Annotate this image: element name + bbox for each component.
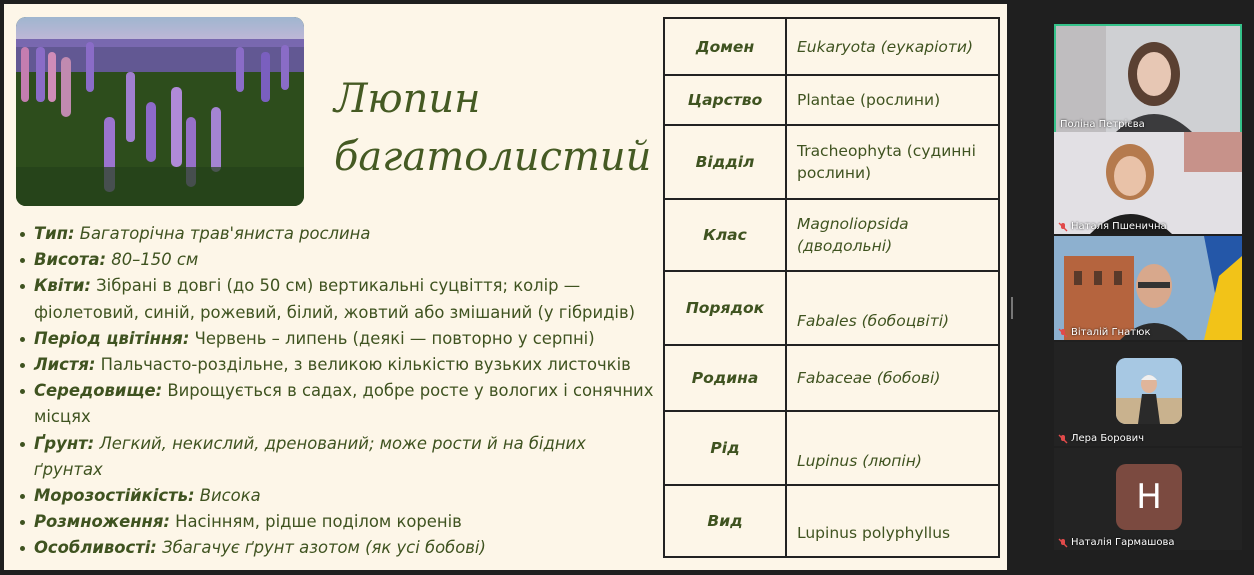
lupine-photo xyxy=(16,17,304,206)
taxonomy-rank: Рід xyxy=(664,411,786,485)
taxonomy-value: Fabaceae (бобові) xyxy=(786,345,999,411)
taxonomy-row xyxy=(664,345,999,411)
trait-value: Вирощується в садах, добре росте у вологих і сонячних місцях xyxy=(34,381,654,427)
panel-resize-handle[interactable] xyxy=(1011,297,1013,319)
taxonomy-row xyxy=(664,271,999,345)
participant-video xyxy=(1054,132,1242,234)
participant-name: Віталій Гнатюк xyxy=(1058,327,1151,338)
taxonomy-table xyxy=(663,17,1000,558)
participant-name: Наталя Пшенична xyxy=(1058,221,1167,232)
participant-tile[interactable] xyxy=(1054,24,1242,134)
taxonomy-value: Lupinus polyphyllus xyxy=(786,485,999,557)
presentation-slide xyxy=(4,4,1007,570)
trait-item xyxy=(16,221,656,247)
taxonomy-row xyxy=(664,125,999,199)
participant-video xyxy=(1054,236,1242,340)
trait-value: Висока xyxy=(194,486,261,506)
taxonomy-value: Plantae (рослини) xyxy=(786,75,999,125)
taxonomy-value: Tracheophyta (судинні рослини) xyxy=(786,125,999,199)
taxonomy-value: Lupinus (люпін) xyxy=(786,411,999,485)
trait-value: Насінням, рідше поділом коренів xyxy=(169,512,462,532)
trait-value: 80–150 см xyxy=(106,250,199,270)
trait-label: Листя: xyxy=(34,355,96,375)
taxonomy-row xyxy=(664,485,999,557)
taxonomy-rank: Родина xyxy=(664,345,786,411)
participant-name: Наталія Гармашова xyxy=(1058,537,1175,548)
trait-value: Збагачує ґрунт азотом (як усі бобові) xyxy=(156,538,486,558)
taxonomy-value: Fabales (бобоцвіті) xyxy=(786,271,999,345)
participant-avatar: Н xyxy=(1116,464,1182,530)
taxonomy-rank: Царство xyxy=(664,75,786,125)
title-line-1: Люпин xyxy=(334,76,481,122)
trait-label: Особливості: xyxy=(34,538,157,558)
traits-list xyxy=(16,221,656,562)
taxonomy-rank: Відділ xyxy=(664,125,786,199)
trait-value: Легкий, некислий, дренований; може рости й на бідних ґрунтах xyxy=(34,433,586,479)
participant-avatar xyxy=(1116,358,1182,424)
trait-label: Розмноження: xyxy=(34,512,170,532)
taxonomy-rank: Домен xyxy=(664,18,786,75)
trait-label: Висота: xyxy=(34,250,107,270)
slide-title xyxy=(334,70,654,186)
taxonomy-row xyxy=(664,199,999,271)
trait-label: Ґрунт: xyxy=(34,433,95,453)
participant-tile[interactable] xyxy=(1054,132,1242,234)
trait-value: Пальчасто-роздільне, з великою кількістю вузьких листочків xyxy=(95,355,631,375)
trait-item xyxy=(16,247,656,273)
trait-label: Квіти: xyxy=(34,276,91,296)
trait-value: Червень – липень (деякі — повторно у серпні) xyxy=(189,328,595,348)
trait-value: Зібрані в довгі (до 50 см) вертикальні суцвіття; колір — фіолетовий, синій, рожевий, білий, жовтий або змішаний (у гібридів) xyxy=(34,276,636,322)
trait-label: Тип: xyxy=(34,224,75,243)
taxonomy-rank: Вид xyxy=(664,485,786,557)
trait-item xyxy=(16,509,656,535)
trait-item xyxy=(16,352,656,378)
mic-muted-icon xyxy=(1058,434,1068,444)
taxonomy-value: Magnoliopsida (дводольні) xyxy=(786,199,999,271)
taxonomy-rank: Клас xyxy=(664,199,786,271)
participant-tile[interactable] xyxy=(1054,448,1242,550)
trait-item xyxy=(16,535,656,561)
participant-name: Лера Борович xyxy=(1058,433,1144,444)
trait-item xyxy=(16,273,656,325)
taxonomy-row xyxy=(664,75,999,125)
mic-muted-icon xyxy=(1058,328,1068,338)
trait-item xyxy=(16,326,656,352)
participant-video xyxy=(1056,26,1240,132)
taxonomy-row xyxy=(664,411,999,485)
mic-muted-icon xyxy=(1058,538,1068,548)
mic-muted-icon xyxy=(1058,222,1068,232)
trait-label: Період цвітіння: xyxy=(34,328,190,348)
title-line-2: багатолистий xyxy=(334,134,652,180)
participant-tile[interactable] xyxy=(1054,342,1242,446)
participant-name: Поліна Петрієва xyxy=(1060,119,1145,130)
trait-label: Середовище: xyxy=(34,381,163,401)
trait-item xyxy=(16,431,656,483)
trait-label: Морозостійкість: xyxy=(34,486,195,506)
trait-item xyxy=(16,483,656,509)
taxonomy-value: Eukaryota (еукаріоти) xyxy=(786,18,999,75)
trait-item xyxy=(16,378,656,430)
participant-tile[interactable] xyxy=(1054,236,1242,340)
taxonomy-rank: Порядок xyxy=(664,271,786,345)
taxonomy-row xyxy=(664,18,999,75)
trait-value: Багаторічна трав'яниста рослина xyxy=(74,224,371,243)
